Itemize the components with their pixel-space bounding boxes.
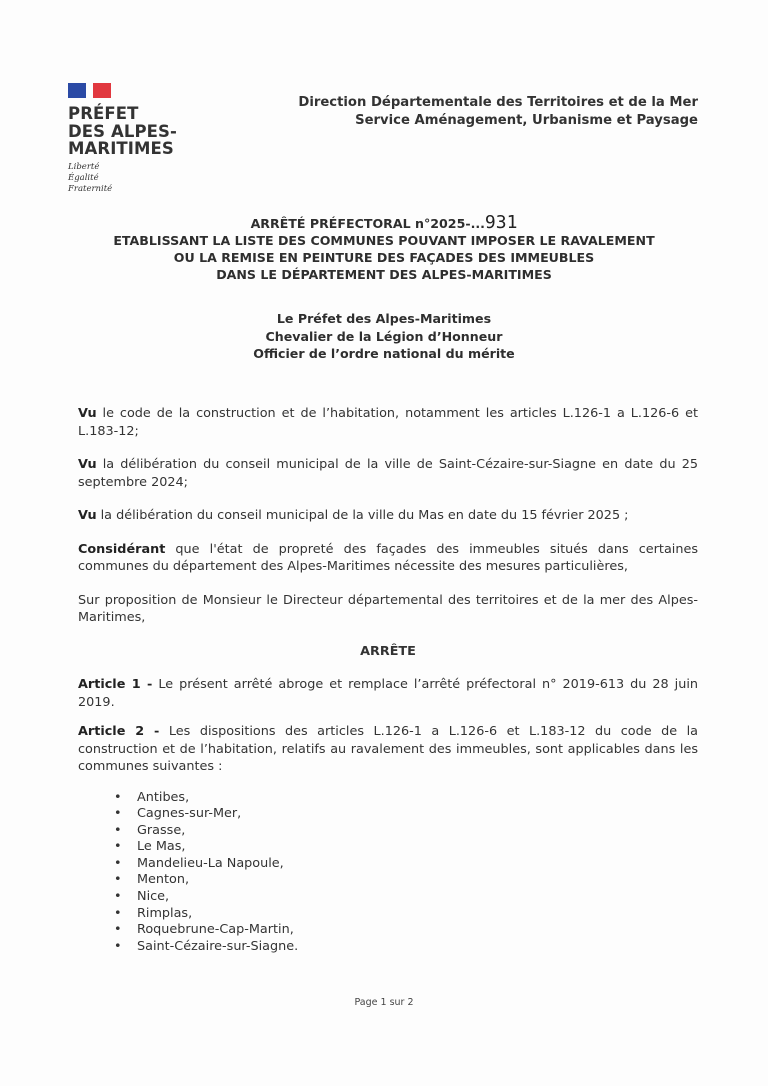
service-direction: Direction Départementale des Territoires et de la Mer bbox=[298, 95, 698, 110]
commune-name: Nice, bbox=[137, 889, 170, 905]
bullet-icon: • bbox=[114, 822, 122, 838]
visa-paragraph bbox=[78, 507, 698, 525]
bullet-icon: • bbox=[114, 889, 122, 905]
flag-blue-band bbox=[68, 83, 86, 98]
republic-motto bbox=[68, 162, 177, 195]
title-line: OU LA REMISE EN PEINTURE DES FAÇADES DES IMMEUBLES bbox=[173, 250, 595, 265]
flag-red-band bbox=[93, 83, 111, 98]
bullet-icon: • bbox=[114, 789, 122, 805]
page-number: Page 1 sur 2 bbox=[354, 997, 414, 1008]
flag-white-band bbox=[86, 83, 93, 98]
visa-text: la délibération du conseil municipal de la ville du Mas en date du 15 février 2025 ; bbox=[96, 508, 629, 523]
list-item bbox=[114, 790, 698, 807]
bullet-icon: • bbox=[114, 839, 122, 855]
logo-name-line: PRÉFET bbox=[68, 104, 139, 123]
visa-lead: Vu bbox=[78, 508, 97, 523]
visa-paragraph bbox=[78, 405, 698, 440]
french-flag-icon bbox=[68, 82, 177, 99]
title-line: ETABLISSANT LA LISTE DES COMMUNES POUVANT IMPOSER LE RAVALEMENT bbox=[113, 233, 655, 248]
motto-line: Liberté bbox=[68, 161, 100, 172]
motto-line: Égalité bbox=[68, 172, 99, 183]
proposal-paragraph bbox=[78, 592, 698, 627]
visa-text: la délibération du conseil municipal de la ville de Saint-Cézaire-sur-Siagne en date du 25 septembre 2024; bbox=[78, 457, 698, 490]
commune-name: Cagnes-sur-Mer, bbox=[137, 806, 242, 822]
bullet-icon: • bbox=[114, 855, 122, 871]
commune-name: Antibes, bbox=[137, 789, 190, 805]
considering-paragraph bbox=[78, 541, 698, 576]
visa-lead: Vu bbox=[78, 406, 97, 421]
list-item bbox=[114, 806, 698, 823]
commune-name: Le Mas, bbox=[137, 839, 186, 855]
list-item bbox=[114, 856, 698, 873]
decree-number-dots: ... bbox=[470, 216, 485, 231]
list-item bbox=[114, 872, 698, 889]
commune-name: Grasse, bbox=[137, 822, 186, 838]
article-text: Le présent arrêté abroge et remplace l’arrêté préfectoral n° 2019-613 du 28 juin 2019. bbox=[78, 677, 698, 710]
decree-number-line bbox=[0, 214, 768, 232]
commune-name: Rimplas, bbox=[137, 905, 193, 921]
issuing-service bbox=[298, 94, 698, 130]
proposal-text: Sur proposition de Monsieur le Directeur départemental des territoires et de la mer des Alpes-Maritimes, bbox=[78, 592, 698, 625]
communes-list bbox=[114, 790, 698, 956]
logo-name bbox=[68, 105, 177, 158]
bullet-icon: • bbox=[114, 872, 122, 888]
decree-number-prefix: ARRÊTÉ PRÉFECTORAL n°2025- bbox=[250, 216, 471, 231]
commune-name: Mandelieu-La Napoule, bbox=[137, 855, 284, 871]
logo-name-line: DES ALPES- bbox=[68, 121, 177, 141]
document-title bbox=[0, 214, 768, 283]
article-1 bbox=[78, 676, 698, 711]
commune-name: Menton, bbox=[137, 872, 190, 888]
article-2 bbox=[78, 723, 698, 776]
prefect-line: Officier de l’ordre national du mérite bbox=[253, 346, 515, 361]
prefect-line: Le Préfet des Alpes-Maritimes bbox=[276, 311, 492, 326]
list-item bbox=[114, 922, 698, 939]
bullet-icon: • bbox=[114, 922, 122, 938]
visa-text: le code de la construction et de l’habitation, notamment les articles L.126-1 a L.126-6 et L.183-12; bbox=[78, 406, 698, 439]
title-line: DANS LE DÉPARTEMENT DES ALPES-MARITIMES bbox=[216, 267, 552, 282]
commune-name: Saint-Cézaire-sur-Siagne. bbox=[137, 938, 299, 954]
visa-lead: Vu bbox=[78, 457, 97, 472]
prefect-titles bbox=[0, 310, 768, 363]
list-item bbox=[114, 839, 698, 856]
commune-name: Roquebrune-Cap-Martin, bbox=[137, 922, 294, 938]
list-item bbox=[114, 906, 698, 923]
article-text: Les dispositions des articles L.126-1 a L.126-6 et L.183-12 du code de la construction et de l’habitation, relatifs au ravalement des immeubles, sont applicables dans les communes suivantes : bbox=[78, 724, 698, 774]
logo-name-line: MARITIMES bbox=[68, 139, 174, 158]
prefect-line: Chevalier de la Légion d’Honneur bbox=[265, 328, 503, 344]
bullet-icon: • bbox=[114, 806, 122, 822]
bullet-icon: • bbox=[114, 938, 122, 954]
considering-lead: Considérant bbox=[78, 541, 166, 557]
article-lead: Article 1 - bbox=[78, 677, 153, 692]
list-item bbox=[114, 823, 698, 840]
motto-line: Fraternité bbox=[68, 183, 113, 194]
prefecture-logo bbox=[68, 82, 177, 195]
articles bbox=[78, 676, 698, 776]
handwritten-decree-number: 931 bbox=[484, 212, 518, 233]
document-body bbox=[78, 405, 698, 955]
list-item bbox=[114, 939, 698, 956]
bullet-icon: • bbox=[114, 905, 122, 921]
visa-paragraph bbox=[78, 456, 698, 491]
considering-text: que l'état de propreté des façades des immeubles situés dans certaines communes du département des Alpes-Maritimes nécessite des mesures particulières, bbox=[78, 541, 698, 574]
service-name: Service Aménagement, Urbanisme et Paysage bbox=[355, 113, 698, 128]
list-item bbox=[114, 889, 698, 906]
article-lead: Article 2 - bbox=[78, 724, 160, 739]
arrete-heading: ARRÊTE bbox=[360, 643, 416, 659]
